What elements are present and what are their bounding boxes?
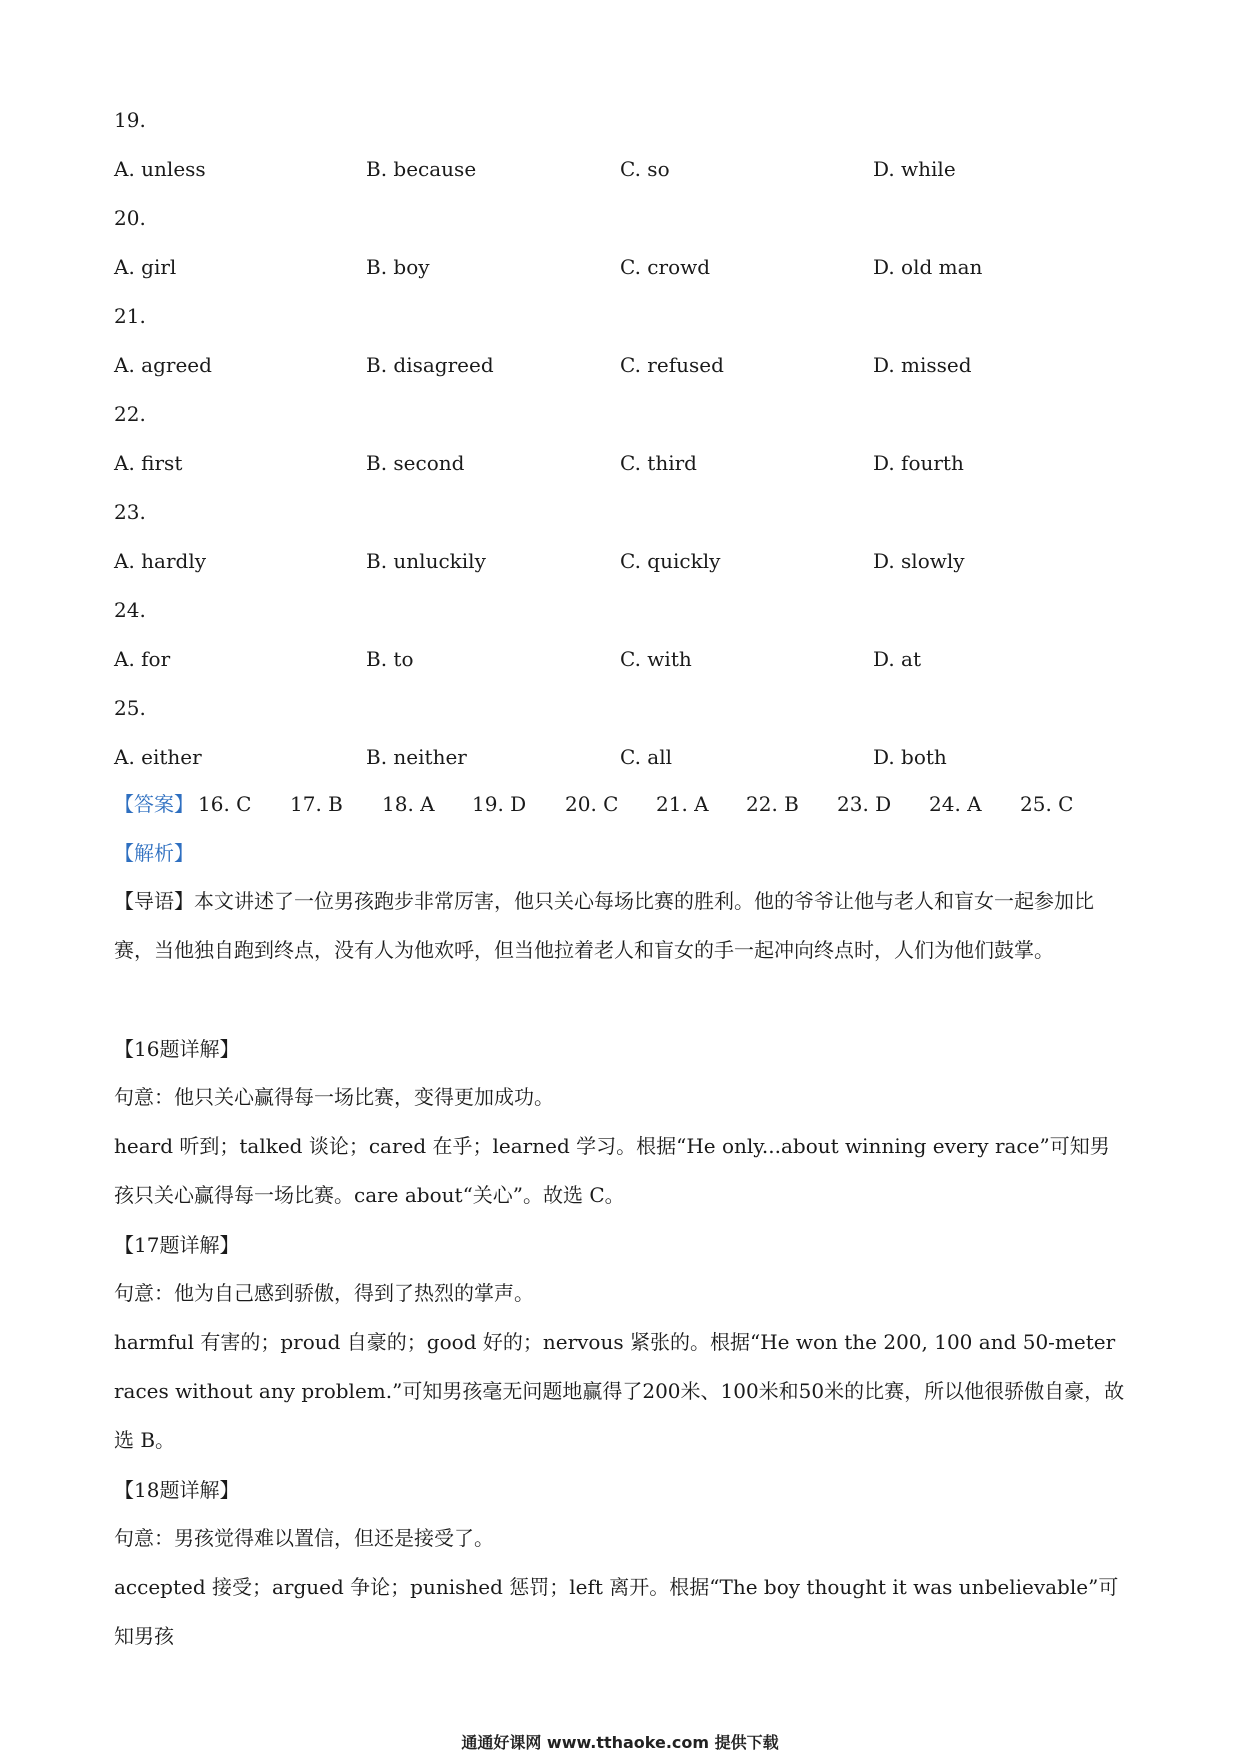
question-number: 22.: [114, 402, 146, 426]
option-d: D. missed: [873, 353, 972, 377]
answer-key: [114, 790, 1154, 818]
option-b: B. disagreed: [366, 353, 494, 377]
question-number: 20.: [114, 206, 146, 230]
question-options: [0, 351, 1240, 379]
detail-meaning-16: 句意：他只关心赢得每一场比赛，变得更加成功。: [114, 1085, 554, 1109]
option-c: C. quickly: [620, 549, 721, 573]
question-options: [0, 645, 1240, 673]
option-c: C. crowd: [620, 255, 711, 279]
option-c: C. so: [620, 157, 670, 181]
page-footer: 通通好课网 www.tthaoke.com 提供下载: [461, 1733, 779, 1752]
question-number: 19.: [114, 108, 146, 132]
option-d: D. both: [873, 745, 947, 769]
answer-item: 17. B: [290, 792, 343, 816]
detail-head-18: 【18题详解】: [114, 1478, 240, 1502]
answer-item: 21. A: [656, 792, 709, 816]
option-d: D. at: [873, 647, 921, 671]
answer-item: 18. A: [382, 792, 435, 816]
option-b: B. second: [366, 451, 465, 475]
answer-item: 19. D: [472, 792, 527, 816]
detail-text-16: heard 听到；talked 谈论；cared 在乎；learned 学习。根据“He only...about winning every race”可知男孩只关心赢得每一场比赛。care about“关心”。故选 C。: [114, 1134, 1110, 1207]
answer-item: 25. C: [1020, 792, 1074, 816]
answer-label: 【答案】: [114, 792, 194, 816]
option-c: C. with: [620, 647, 692, 671]
question-options: [0, 155, 1240, 183]
answer-item: 20. C: [565, 792, 619, 816]
detail-meaning-18: 句意：男孩觉得难以置信，但还是接受了。: [114, 1526, 494, 1550]
option-a: A. girl: [114, 255, 177, 279]
question-number: 24.: [114, 598, 146, 622]
option-a: A. first: [114, 451, 183, 475]
option-d: D. while: [873, 157, 956, 181]
option-c: C. third: [620, 451, 697, 475]
option-b: B. boy: [366, 255, 430, 279]
detail-text-18: accepted 接受；argued 争论；punished 惩罚；left 离开。根据“The boy thought it was unbelievable”可知男孩: [114, 1575, 1119, 1648]
detail-meaning-17: 句意：他为自己感到骄傲，得到了热烈的掌声。: [114, 1281, 534, 1305]
answer-item: 23. D: [837, 792, 892, 816]
intro-paragraph: [114, 877, 1126, 975]
question-options: [0, 547, 1240, 575]
option-b: B. because: [366, 157, 477, 181]
answer-item: 16. C: [198, 792, 252, 816]
detail-text-17: harmful 有害的；proud 自豪的；good 好的；nervous 紧张的。根据“He won the 200, 100 and 50-meter races without any problem.”可知男孩毫无问题地赢得了200米、100米和50米的比赛，所以他很骄傲自豪，故选 B。: [114, 1330, 1125, 1452]
detail-head-17: 【17题详解】: [114, 1233, 240, 1257]
answer-item: 24. A: [929, 792, 982, 816]
option-c: C. refused: [620, 353, 724, 377]
option-a: A. unless: [114, 157, 206, 181]
detail-head-16: 【16题详解】: [114, 1037, 240, 1061]
answer-item: 22. B: [746, 792, 799, 816]
question-number: 21.: [114, 304, 146, 328]
option-d: D. old man: [873, 255, 983, 279]
analysis-label: 【解析】: [114, 841, 194, 865]
option-b: B. unluckily: [366, 549, 486, 573]
option-d: D. slowly: [873, 549, 965, 573]
intro-head: 【导语】: [114, 889, 194, 913]
option-a: A. for: [114, 647, 171, 671]
question-options: [0, 253, 1240, 281]
option-d: D. fourth: [873, 451, 964, 475]
question-number: 25.: [114, 696, 146, 720]
intro-text: 本文讲述了一位男孩跑步非常厉害，他只关心每场比赛的胜利。他的爷爷让他与老人和盲女一起参加比赛，当他独自跑到终点，没有人为他欢呼，但当他拉着老人和盲女的手一起冲向终点时，人们为他们鼓掌。: [114, 889, 1094, 962]
option-c: C. all: [620, 745, 673, 769]
question-number: 23.: [114, 500, 146, 524]
option-a: A. either: [114, 745, 202, 769]
option-b: B. neither: [366, 745, 467, 769]
question-options: [0, 743, 1240, 771]
option-a: A. agreed: [114, 353, 212, 377]
option-b: B. to: [366, 647, 414, 671]
option-a: A. hardly: [114, 549, 207, 573]
question-options: [0, 449, 1240, 477]
